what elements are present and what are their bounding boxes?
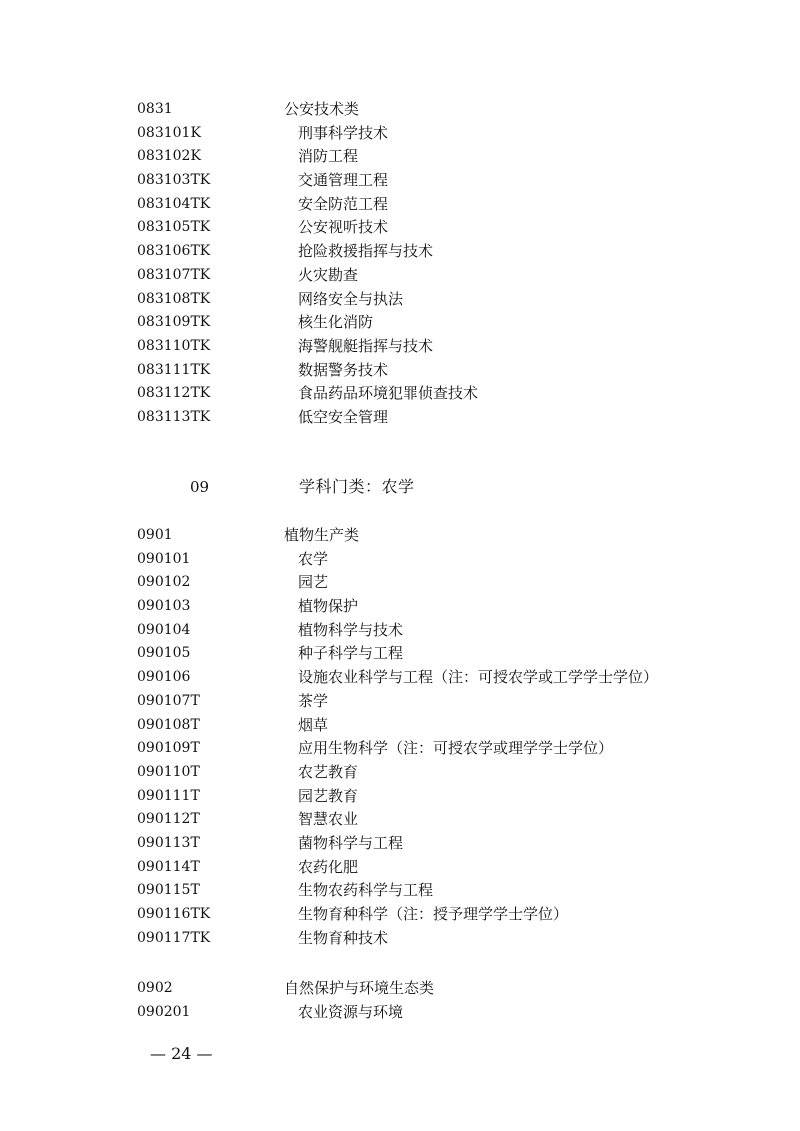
major-name: 植物科学与技术 bbox=[298, 620, 404, 639]
major-code: 083113TK bbox=[137, 408, 211, 425]
major-code: 090110T bbox=[137, 763, 200, 780]
discipline-code: 09 bbox=[190, 478, 210, 496]
major-name: 数据警务技术 bbox=[298, 360, 389, 379]
major-row bbox=[0, 145, 800, 169]
major-row bbox=[0, 1001, 800, 1025]
major-name: 消防工程 bbox=[298, 147, 359, 166]
major-row bbox=[0, 193, 800, 217]
major-name: 生物农药科学与工程 bbox=[298, 881, 434, 900]
major-row bbox=[0, 619, 800, 643]
major-row bbox=[0, 642, 800, 666]
major-name: 抢险救援指挥与技术 bbox=[298, 242, 434, 261]
major-code: 090201 bbox=[137, 1003, 191, 1020]
major-row bbox=[0, 761, 800, 785]
major-name: 茶学 bbox=[298, 691, 329, 710]
major-code: 083104TK bbox=[137, 195, 211, 212]
major-name: 农艺教育 bbox=[298, 762, 359, 781]
category-section-0831 bbox=[0, 98, 800, 430]
major-code: 090111T bbox=[137, 787, 200, 804]
major-code: 090101 bbox=[137, 550, 191, 567]
major-name: 安全防范工程 bbox=[298, 194, 389, 213]
major-code: 090116TK bbox=[137, 906, 211, 922]
major-name: 低空安全管理 bbox=[298, 407, 389, 426]
major-row bbox=[0, 382, 800, 406]
major-name: 植物保护 bbox=[298, 597, 359, 616]
major-code: 090115T bbox=[137, 882, 200, 899]
major-code: 090102 bbox=[137, 574, 191, 591]
category-section-0901 bbox=[0, 524, 800, 950]
category-row bbox=[0, 524, 800, 548]
major-row bbox=[0, 856, 800, 880]
major-code: 090112T bbox=[137, 811, 200, 828]
major-name: 农药化肥 bbox=[298, 857, 359, 876]
major-name: 农业资源与环境 bbox=[298, 1002, 404, 1021]
major-row bbox=[0, 903, 800, 927]
major-code: 083107TK bbox=[137, 266, 211, 283]
major-row bbox=[0, 571, 800, 595]
major-name: 海警舰艇指挥与技术 bbox=[298, 336, 434, 355]
page-number: — 24 — bbox=[150, 1044, 213, 1063]
major-row bbox=[0, 714, 800, 738]
major-code: 083102K bbox=[137, 148, 201, 165]
major-name: 交通管理工程 bbox=[298, 171, 389, 190]
major-name: 种子科学与工程 bbox=[298, 644, 404, 663]
major-code: 083109TK bbox=[137, 314, 211, 331]
major-row bbox=[0, 169, 800, 193]
major-name: 园艺教育 bbox=[298, 786, 359, 805]
major-row bbox=[0, 832, 800, 856]
major-code: 090109T bbox=[137, 740, 200, 757]
major-name: 农学 bbox=[298, 549, 329, 568]
major-name: 刑事科学技术 bbox=[298, 123, 389, 142]
major-code: 083110TK bbox=[137, 337, 211, 354]
major-name: 园艺 bbox=[298, 573, 329, 592]
major-code: 090105 bbox=[137, 645, 191, 662]
major-code: 083111TK bbox=[137, 361, 211, 378]
major-row bbox=[0, 785, 800, 809]
major-row bbox=[0, 595, 800, 619]
major-row bbox=[0, 311, 800, 335]
major-name: 核生化消防 bbox=[298, 313, 374, 332]
major-row bbox=[0, 288, 800, 312]
major-row bbox=[0, 879, 800, 903]
category-code: 0902 bbox=[137, 980, 173, 996]
major-name: 食品药品环境犯罪侦查技术 bbox=[298, 384, 479, 403]
major-code: 090117TK bbox=[137, 929, 211, 946]
major-row bbox=[0, 666, 800, 690]
major-name: 生物育种技术 bbox=[298, 928, 389, 947]
major-name: 烟草 bbox=[298, 715, 329, 734]
major-row bbox=[0, 406, 800, 430]
category-code: 0831 bbox=[137, 101, 173, 117]
major-name: 网络安全与执法 bbox=[298, 289, 404, 308]
major-row bbox=[0, 548, 800, 572]
category-name: 公安技术类 bbox=[284, 100, 360, 118]
major-name: 菌物科学与工程 bbox=[298, 833, 404, 852]
major-row bbox=[0, 690, 800, 714]
major-code: 083105TK bbox=[137, 219, 211, 236]
category-row bbox=[0, 977, 800, 1001]
major-code: 090104 bbox=[137, 621, 191, 638]
major-code: 090106 bbox=[137, 669, 191, 686]
major-name: 火灾勘查 bbox=[298, 265, 359, 284]
major-row bbox=[0, 737, 800, 761]
major-row bbox=[0, 335, 800, 359]
major-code: 083103TK bbox=[137, 172, 211, 189]
major-name: 智慧农业 bbox=[298, 810, 359, 829]
category-row bbox=[0, 98, 800, 122]
category-name: 植物生产类 bbox=[284, 526, 360, 544]
major-code: 090113T bbox=[137, 834, 200, 851]
major-code: 090103 bbox=[137, 598, 191, 615]
major-row bbox=[0, 240, 800, 264]
major-name: 公安视听技术 bbox=[298, 218, 389, 237]
major-code: 090107T bbox=[137, 692, 200, 709]
major-name: 设施农业科学与工程（注：可授农学或工学学士学位） bbox=[298, 668, 659, 687]
category-code: 0901 bbox=[137, 527, 173, 543]
major-code: 083112TK bbox=[137, 385, 211, 402]
major-code: 083108TK bbox=[137, 290, 211, 307]
major-code: 083101K bbox=[137, 124, 201, 141]
major-name: 应用生物科学（注：可授农学或理学学士学位） bbox=[298, 739, 614, 758]
major-name: 生物育种科学（注：授予理学学士学位） bbox=[298, 905, 569, 923]
major-code: 090114T bbox=[137, 858, 200, 875]
category-section-0902 bbox=[0, 977, 800, 1024]
major-row bbox=[0, 927, 800, 951]
major-code: 083106TK bbox=[137, 243, 211, 260]
discipline-title: 学科门类：农学 bbox=[299, 477, 415, 496]
major-row bbox=[0, 122, 800, 146]
discipline-heading bbox=[0, 474, 800, 500]
major-row bbox=[0, 216, 800, 240]
major-row bbox=[0, 264, 800, 288]
major-code: 090108T bbox=[137, 716, 200, 733]
category-name: 自然保护与环境生态类 bbox=[284, 979, 435, 997]
major-row bbox=[0, 808, 800, 832]
major-row bbox=[0, 359, 800, 383]
